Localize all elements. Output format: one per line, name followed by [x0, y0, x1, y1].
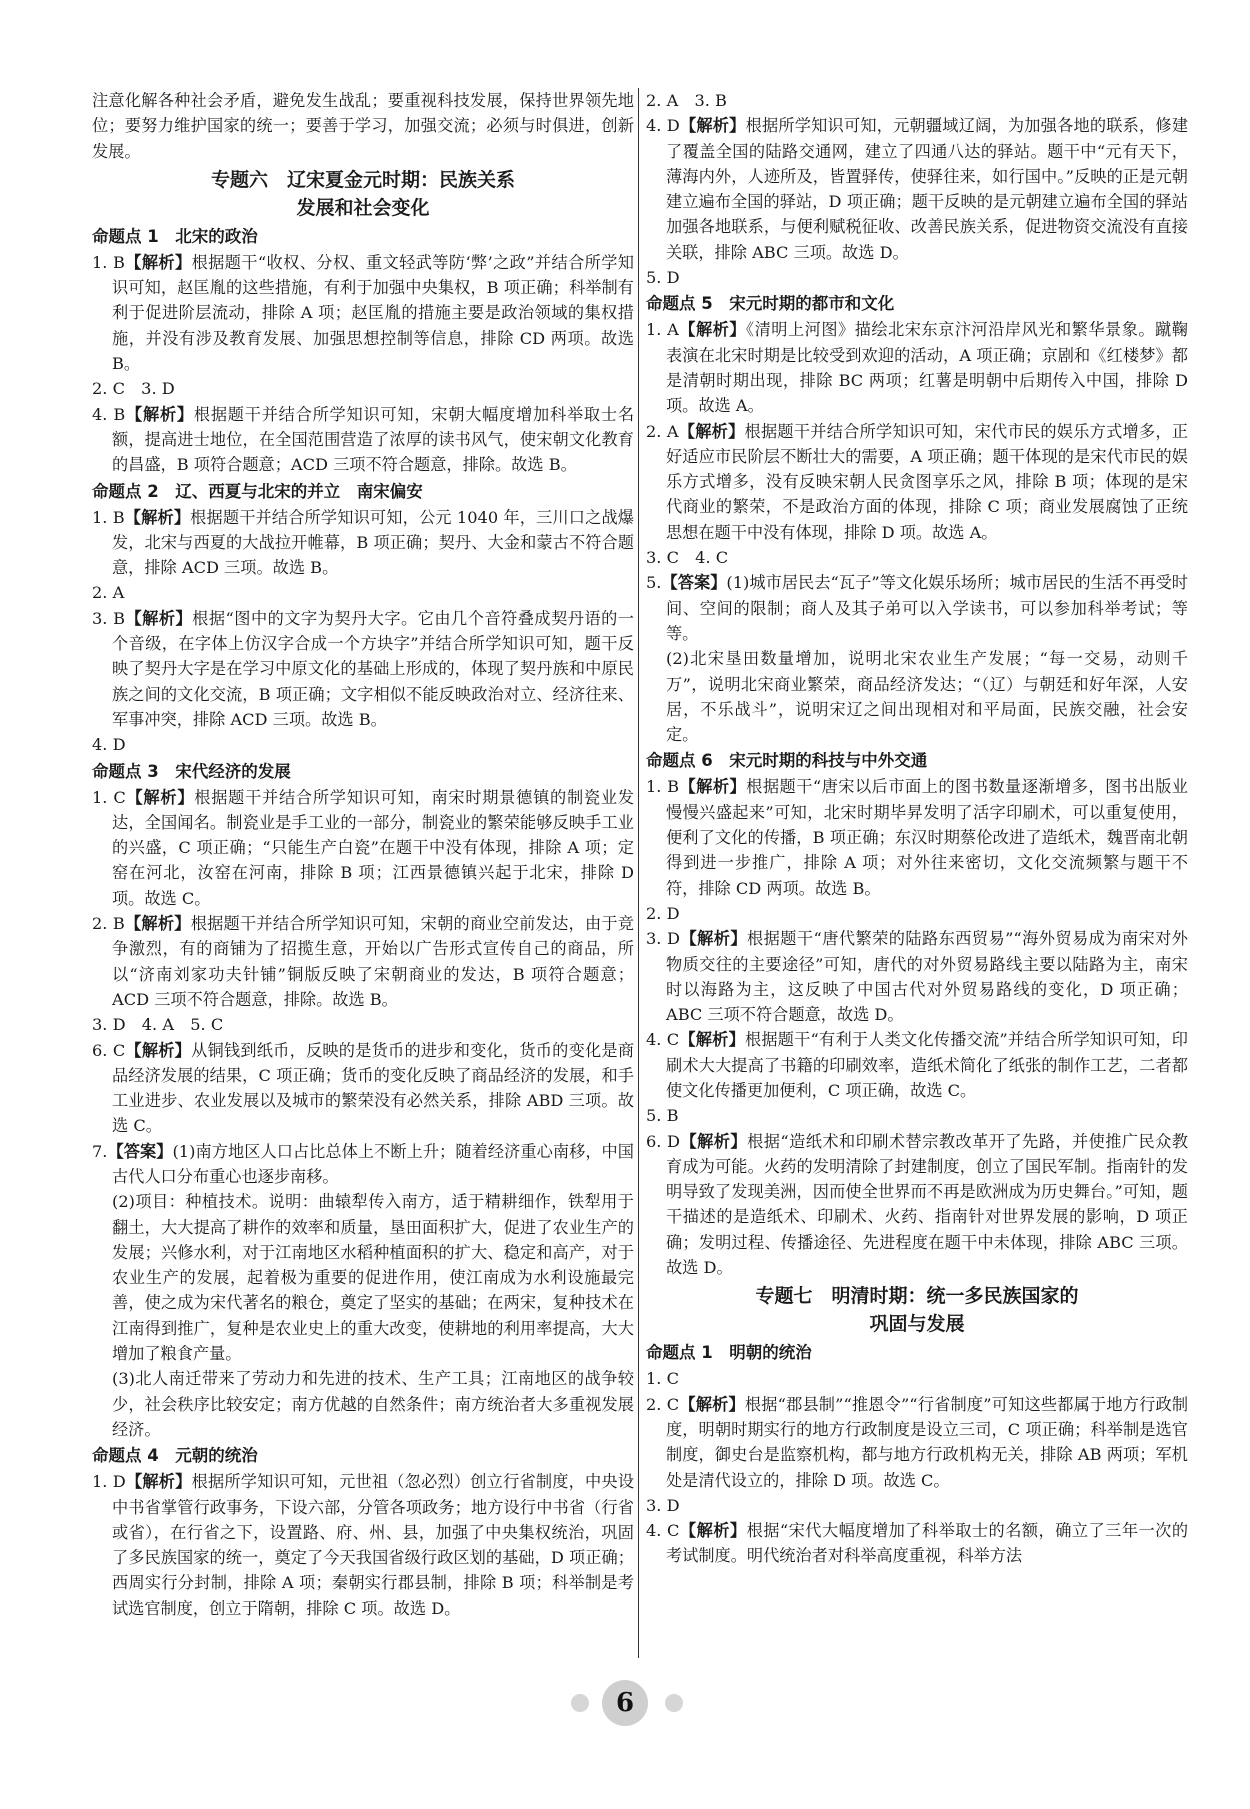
page-number: 6: [602, 1680, 648, 1726]
answer-item: 3. D: [646, 1495, 680, 1515]
intro-paragraph: 注意化解各种社会矛盾，避免发生战乱；要重视科技发展，保持世界领先地位；要努力维护国家的统一；要善于学习，加强交流；必须与时俱进，创新发展。: [92, 91, 634, 161]
answer-item: 1. B【解析】根据题干并结合所学知识可知，公元 1040 年，三川口之战爆发，北宋与西夏的大战拉开帷幕，B 项正确；契丹、大金和蒙古不符合题意，排除 ACD 三项。故选 B。: [92, 507, 634, 578]
point-3-title: 命题点 3 宋代经济的发展: [92, 761, 291, 781]
answer-item: 4. B【解析】根据题干并结合所学知识可知，宋朝大幅度增加科举取士名额，提高进士地位，在全国范围营造了浓厚的读书风气，使宋朝文化教育的昌盛，B 项符合题意；ACD 三项不符合题意，排除。故选 B。: [92, 404, 634, 475]
answer-item: 6. C【解析】从铜钱到纸币，反映的是货币的进步和变化，货币的变化是商品经济发展的结果，C 项正确；货币的变化反映了商品经济的发展，和手工业进步、农业发展以及城市的繁荣没有必然关系，排除 ABD 三项。故选 C。: [92, 1040, 634, 1136]
footer-dot-left: [571, 1694, 589, 1712]
topic-6-title: 专题六 辽宋夏金元时期：民族关系 发展和社会变化: [210, 168, 515, 219]
point-2-title: 命题点 2 辽、西夏与北宋的并立 南宋偏安: [92, 481, 423, 501]
answer-item: 6. D【解析】根据“造纸术和印刷术替宗教改革开了先路，并使推广民众教育成为可能。火药的发明清除了封建制度，创立了国民军制。指南针的发明导致了发现美洲，因而使全世界而不再是欧洲成为历史舞台。”可知，题干描述的是造纸术、印刷术、火药、指南针对世界发展的影响，D 项正确；发明过程、传播途径、先进程度在题干中未体现，排除 ABC 三项。故选 D。: [646, 1131, 1188, 1278]
answer-subitem: (2)北宋垦田数量增加，说明北宋农业生产发展；“每一交易，动则千万”，说明北宋商业繁荣，商品经济发达；“（辽）与朝廷和好年深，人安居，不乐战斗”，说明宋辽之间出现相对和平局面，民族交融，社会安定。: [666, 649, 1188, 745]
answer-item: 4. D: [92, 735, 126, 755]
answer-item: 3. C 4. C: [646, 548, 729, 568]
answer-item: 1. A【解析】《清明上河图》描绘北宋东京汴河沿岸风光和繁华景象。蹴鞠表演在北宋时期是比较受到欢迎的活动，A 项正确；京剧和《红楼梦》都是清朝时期出现，排除 BC 两项；红薯是明朝中后期传入中国，排除 D 项。故选 A。: [646, 320, 1188, 416]
answer-item: 3. D 4. A 5. C: [92, 1015, 224, 1035]
topic-7-point-1-title: 命题点 1 明朝的统治: [646, 1343, 812, 1363]
answer-item: 5. B: [646, 1106, 679, 1126]
answer-item: 2. A: [92, 583, 125, 603]
topic-7-title: 专题七 明清时期：统一多民族国家的 巩固与发展: [755, 1285, 1079, 1336]
answer-item: 5. D: [646, 268, 680, 288]
point-6-title: 命题点 6 宋元时期的科技与中外交通: [646, 751, 928, 771]
answer-subitem: (3)北人南迁带来了劳动力和先进的技术、生产工具；江南地区的战争较少，社会秩序比较安定；南方优越的自然条件；南方统治者大多重视发展经济。: [112, 1369, 634, 1439]
answer-item: 1. C: [646, 1369, 679, 1389]
answer-item: 2. C 3. D: [92, 379, 175, 399]
answer-item: 4. C【解析】根据题干“有利于人类文化传播交流”并结合所学知识可知，印刷术大大提高了书籍的印刷效率，造纸术简化了纸张的制作工艺，二者都使文化传播更加便利，C 项正确，故选 C。: [646, 1030, 1188, 1100]
answer-item: 2. C【解析】根据“郡县制”“推恩令”“行省制度”可知这些都属于地方行政制度，明朝时期实行的地方行政制度是设立三司，C 项正确；科举制是选官制度，御史台是监察机构，都与地方行政机构无关，排除 AB 两项；军机处是清代设立的，排除 D 项。故选 C。: [646, 1394, 1188, 1490]
column-divider: [638, 88, 639, 1658]
answer-item: 2. B【解析】根据题干并结合所学知识可知，宋朝的商业空前发达，由于竞争激烈，有的商铺为了招揽生意，开始以广告形式宣传自己的商品，所以“济南刘家功夫针铺”铜版反映了宋朝商业的发达，B 项符合题意；ACD 三项不符合题意，排除。故选 B。: [92, 914, 634, 1009]
right-column: [646, 88, 1188, 1648]
answer-item: 4. C【解析】根据“宋代大幅度增加了科举取士的名额，确立了三年一次的考试制度。明代统治者对科举高度重视，科举方法: [646, 1521, 1188, 1566]
footer-dot-right: [665, 1694, 683, 1712]
answer-item: 2. D: [646, 903, 680, 923]
answer-item: 1. C【解析】根据题干并结合所学知识可知，南宋时期景德镇的制瓷业发达，全国闻名。制瓷业是手工业的一部分，制瓷业的繁荣能够反映手工业的兴盛，C 项正确；“只能生产白瓷”在题干中没有体现，排除 A 项；定窑在河北，汝窑在河南，排除 B 项；江西景德镇兴起于北宋，排除 D 项。故选 C。: [92, 787, 634, 908]
answer-subitem: (2)项目：种植技术。说明：曲辕犁传入南方，适于精耕细作，铁犁用于翻土，大大提高了耕作的效率和质量，垦田面积扩大，促进了农业生产的发展；兴修水利，对于江南地区水稻种植面积的扩大、稳定和高产，对于农业生产的发展，起着极为重要的促进作用，使江南成为水利设施最完善，使之成为宋代著名的粮仓，奠定了坚实的基础；在两宋，复种技术在江南得到推广，复种是农业史上的重大改变，使耕地的利用率提高，大大增加了粮食产量。: [112, 1192, 634, 1364]
answer-item: 7.【答案】(1)南方地区人口占比总体上不断上升；随着经济重心南移，中国古代人口分布重心也逐步南移。: [92, 1141, 634, 1186]
answer-item: 4. D【解析】根据所学知识可知，元朝疆域辽阔，为加强各地的联系，修建了覆盖全国的陆路交通网，建立了四通八达的驿站。题干中“元有天下，薄海内外，人迹所及，皆置驿传，使驿往来，如行国中。”反映的正是元朝建立遍布全国的驿站，D 项正确；题干反映的是元朝建立遍布全国的驿站加强各地联系，与便利赋税征收、改善民族关系，促进物资交流没有直接关联，排除 ABC 三项。故选 D。: [646, 116, 1188, 262]
answer-item: 3. B【解析】根据“图中的文字为契丹大字。它由几个音符叠成契丹语的一个音级，在字体上仿汉字合成一个方块字”并结合所学知识可知，题干反映了契丹大字是在学习中原文化的基础上形成的，体现了契丹族和中原民族之间的文化交流，B 项正确；文字相似不能反映政治对立、经济往来、军事冲突，排除 ACD 三项。故选 B。: [92, 608, 634, 729]
answer-item: 1. B【解析】根据题干“唐宋以后市面上的图书数量逐渐增多，图书出版业慢慢兴盛起来”可知，北宋时期毕昇发明了活字印刷术，可以重复使用，便利了文化的传播，B 项正确；东汉时期蔡伦改进了造纸术，魏晋南北朝得到进一步推广，排除 A 项；对外往来密切，文化交流频繁与题干不符，排除 CD 两项。故选 B。: [646, 777, 1188, 898]
answer-item: 5.【答案】(1)城市居民去“瓦子”等文化娱乐场所；城市居民的生活不再受时间、空间的限制；商人及其子弟可以入学读书，可以参加科举考试；等等。: [646, 573, 1188, 643]
page-footer: [0, 1680, 1250, 1736]
answer-item: 2. A 3. B: [646, 91, 727, 110]
answer-item: 1. D【解析】根据所学知识可知，元世祖（忽必烈）创立行省制度，中央设中书省掌管行政事务，下设六部，分管各项政务；地方设行中书省（行省或省），在行省之下，设置路、府、州、县，加强了中央集权统治，巩固了多民族国家的统一，奠定了今天我国省级行政区划的基础，D 项正确；西周实行分封制，排除 A 项；秦朝实行郡县制，排除 B 项；科举制是考试选官制度，创立于隋朝，排除 C 项。故选 D。: [92, 1472, 634, 1618]
answer-item: 2. A【解析】根据题干并结合所学知识可知，宋代市民的娱乐方式增多，正好适应市民阶层不断壮大的需要，A 项正确；题干体现的是宋代市民的娱乐方式增多，没有反映宋朝人民贪图享乐之风，排除 B 项；体现的是宋代商业的繁荣，不是政治方面的体现，排除 C 项；商业发展腐蚀了正统思想在题干中没有体现，排除 D 项。故选 A。: [646, 421, 1188, 542]
point-5-title: 命题点 5 宋元时期的都市和文化: [646, 294, 895, 314]
point-4-title: 命题点 4 元朝的统治: [92, 1446, 258, 1466]
point-1-title: 命题点 1 北宋的政治: [92, 226, 258, 246]
answer-item: 3. D【解析】根据题干“唐代繁荣的陆路东西贸易”“海外贸易成为南宋对外物质交往的主要途径”可知，唐代的对外贸易路线主要以陆路为主，南宋时以海路为主，这反映了中国古代对外贸易路线的变化，D 项正确；ABC 三项不符合题意，故选 D。: [646, 929, 1188, 1025]
left-column: [92, 88, 634, 1648]
answer-item: 1. B【解析】根据题干“收权、分权、重文轻武等防‘弊’之政”并结合所学知识可知，赵匡胤的这些措施，有利于加强中央集权，B 项正确；科举制有利于促进阶层流动，排除 A 项；赵匡胤的措施主要是政治领域的集权措施，并没有涉及教育发展、加强思想控制等信息，排除 CD 两项。故选 B。: [92, 252, 634, 374]
